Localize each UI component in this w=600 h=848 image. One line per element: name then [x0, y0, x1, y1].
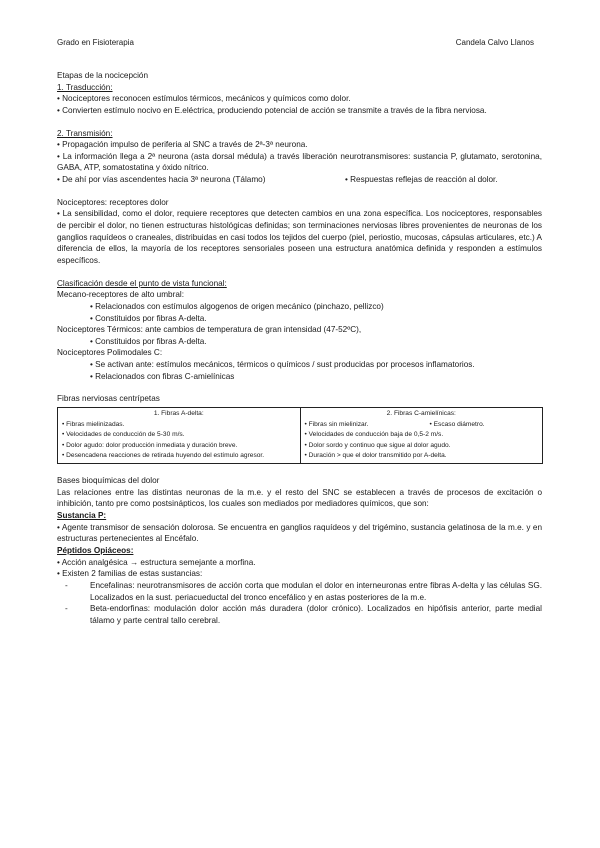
bullet-polimodales-2: • Relacionados con fibras C-amielínicas — [90, 371, 235, 381]
fibras-c-item: • Velocidades de conducción baja de 0,5-2 m/s. — [304, 431, 444, 439]
dash-item-endorfinas — [57, 603, 542, 626]
fibras-a-item: • Dolor agudo: dolor producción inmediata y duración breve. — [62, 441, 238, 449]
heading-peptidos: Péptidos Opiáceos: — [57, 545, 134, 555]
dash-marker: - — [65, 580, 68, 590]
fibras-table — [57, 407, 543, 464]
header-course: Grado en Fisioterapia — [57, 38, 134, 47]
bullet-peptidos-2: • Existen 2 familias de estas sustancias: — [57, 569, 203, 579]
paragraph-nociceptores: • La sensibilidad, como el dolor, requiere receptores que detecten cambios en una zona específica. Los nociceptores, responsables de percibir el dolor, no tienen estructuras histológicas definidas; son terminaciones nerviosas libres provenientes de neuronas de los ganglios raquídeos o craneales, distribuidas en casi todos los tejidos del cuerpo (piel, periostio, mucosas, cápsulas articulares, etc.) A diferencia de ellos, la mayoría de los receptores sensoriales poseen una estructura anatómica definida y responden a estímulos específicos. — [57, 209, 542, 265]
fibras-c-row — [305, 420, 539, 430]
fibras-col-c — [300, 408, 543, 464]
dash-marker: - — [65, 604, 68, 614]
fibras-a-item: • Desencadena reacciones de retirada huyendo del estímulo agresor. — [62, 451, 265, 459]
fibras-col-a-delta — [58, 408, 301, 464]
bullet-termicos-1: • Constituidos por fibras A-delta. — [90, 336, 207, 346]
section-title-nociceptores: Nociceptores: receptores dolor — [57, 197, 169, 207]
heading-sustancia-p: Sustancia P: — [57, 511, 107, 521]
bullet-mecano-1: • Relacionados con estímulos algogenos de origen mecánico (pinchazo, pellizco) — [90, 301, 384, 311]
bullet-peptidos-1: • Acción analgésica → estructura semejante a morfina. — [57, 557, 256, 567]
bullet-mecano-2: • Constituidos por fibras A-delta. — [90, 313, 207, 323]
text-endorfinas: Beta-endorfinas: modulación dolor acción más duradera (dolor crónico). Localizados en hipófisis anterior, parte medial tálamo y parte central tallo cerebral. — [90, 604, 542, 625]
header-author: Candela Calvo Llanos — [455, 38, 534, 47]
bullet-pair-transmision — [57, 174, 542, 186]
bullet-transmision-3: • De ahí por vías ascendentes hacia 3ª neurona (Tálamo) — [57, 175, 266, 185]
paragraph-bases: Las relaciones entre las distintas neuronas de la m.e. y el resto del SNC se establecen a través de procesos de excitación o inhibición, tanto pre como postsinápticos, los cuales son mediados por mediadores químicos, que son: — [57, 487, 542, 509]
fibras-col-a-delta-header: 1. Fibras A-delta: — [153, 410, 204, 418]
text-sustancia-p: • Agente transmisor de sensación dolorosa. Se encuentra en ganglios raquídeos y del trigémino, sustancia gelatinosa de la m.e. y en estructuras pertenecientes al Encéfalo. — [57, 522, 542, 544]
bullet-transduccion-2: • Convierten estímulo nocivo en E.eléctrica, produciendo potencial de acción se transmite a través de la fibra nerviosa. — [57, 105, 487, 115]
bullet-transmision-1: • Propagación impulso de periferia al SNC a través de 2ª-3ª neurona. — [57, 140, 308, 150]
fibras-a-item: • Velocidades de conducción de 5-30 m/s. — [62, 431, 185, 439]
document-body — [57, 70, 542, 626]
bullet-transmision-4: • Respuestas reflejas de reacción al dolor. — [345, 175, 498, 185]
fibras-c-item: • Duración > que el dolor transmitido por A-delta. — [304, 451, 447, 459]
label-termicos: Nociceptores Térmicos: ante cambios de temperatura de gran intensidad (47-52ºC), — [57, 325, 362, 335]
heading-transmision: 2. Transmisión: — [57, 128, 113, 138]
dash-item-encefalinas — [57, 580, 542, 603]
fibras-c-item: • Dolor sordo y continuo que sigue al dolor agudo. — [304, 441, 451, 449]
section-title-etapas: Etapas de la nocicepción — [57, 71, 149, 80]
label-polimodales: Nociceptores Polimodales C: — [57, 348, 163, 358]
bullet-polimodales-1: • Se activan ante: estímulos mecánicos, térmicos o químicos / sust producidas por procesos inflamatorios. — [90, 360, 475, 370]
bullet-transmision-2: • La información llega a 2ª neurona (asta dorsal médula) a través liberación neurotransmisores: sustancia P, glutamato, serotonina, GABA, ATP, somatostatina y óxido nítrico. — [57, 151, 542, 173]
fibras-a-item: • Fibras mielinizadas. — [62, 421, 125, 429]
section-title-bases: Bases bioquímicas del dolor — [57, 476, 160, 486]
fibras-c-item: • Fibras sin mielinizar. — [304, 421, 369, 429]
heading-clasificacion: Clasificación desde el punto de vista funcional: — [57, 278, 227, 288]
section-title-fibras: Fibras nerviosas centrípetas — [57, 394, 160, 404]
fibras-c-item: • Escaso diámetro. — [429, 421, 485, 429]
text-encefalinas: Encefalinas: neurotransmisores de acción corta que modulan el dolor en interneuronas entre fibras A-delta y las células SG. Localizados en la sust. periacueductal del tronco encefálico y en astas posteriores de la m.e. — [90, 580, 542, 602]
fibras-col-c-header: 2. Fibras C-amielínicas: — [386, 410, 456, 418]
bullet-transduccion-1: • Nociceptores reconocen estímulos térmicos, mecánicos y químicos como dolor. — [57, 94, 351, 104]
heading-transduccion: 1. Trasducción: — [57, 82, 113, 92]
label-mecano: Mecano-receptores de alto umbral: — [57, 290, 184, 300]
